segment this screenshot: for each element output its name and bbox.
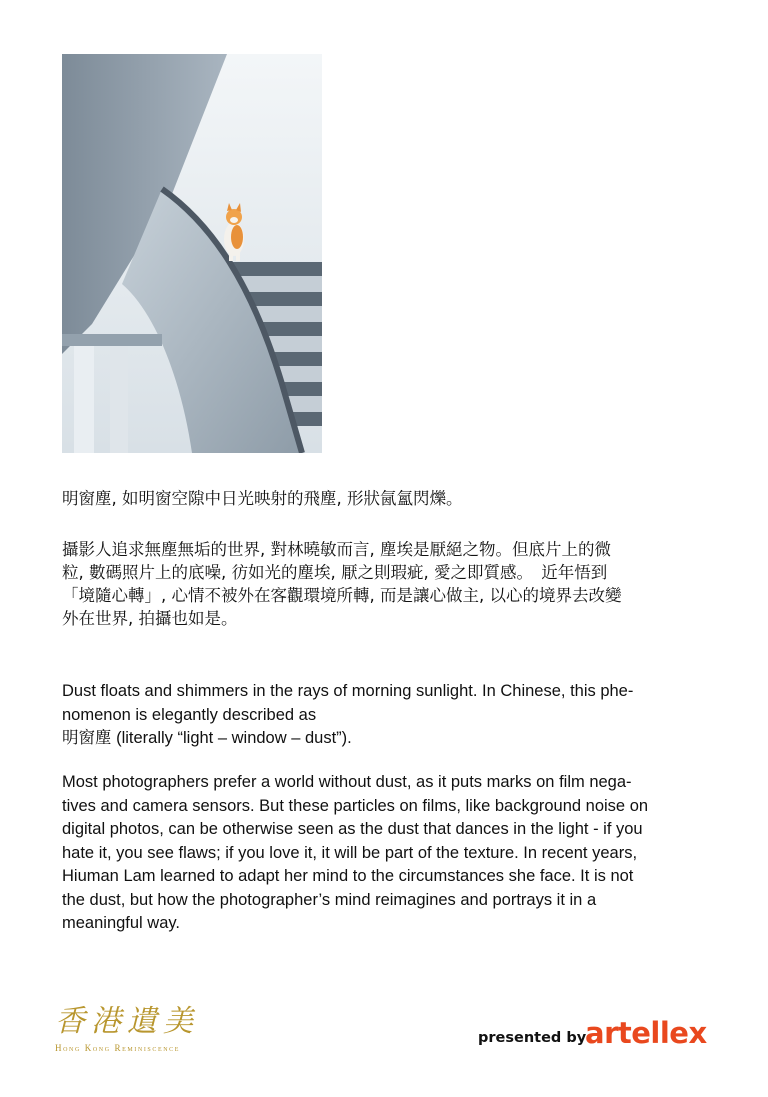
en-body-line: meaningful way.: [62, 914, 181, 932]
logo-english-text: Hong Kong Reminiscence: [55, 1043, 181, 1053]
zh-body-line: 攝影人追求無塵無垢的世界, 對林曉敏而言, 塵埃是厭絕之物。但底片上的微: [62, 540, 611, 559]
logo-chinese-text: 香港遺美: [55, 1004, 199, 1039]
presented-by-label: presented by: [478, 1030, 587, 1046]
hong-kong-reminiscence-logo: [55, 1005, 215, 1061]
en-body-line: Hiuman Lam learned to adapt her mind to the circumstances she face. It is not: [62, 867, 634, 885]
en-intro-paragraph: [62, 680, 692, 751]
zh-body-line: 「境隨心轉」, 心情不被外在客觀環境所轉, 而是讓心做主, 以心的境界去改變: [62, 586, 622, 605]
zh-title-line: 明窗塵, 如明窗空隙中日光映射的飛塵, 形狀氤氳閃爍。: [62, 489, 463, 508]
en-intro-line: 明窗塵 (literally “light – window – dust”).: [62, 729, 352, 747]
zh-body-paragraph: [62, 538, 702, 630]
en-body-paragraph: [62, 771, 692, 936]
en-body-line: digital photos, can be otherwise seen as the dust that dances in the light - if you: [62, 820, 643, 838]
en-intro-line: Dust floats and shimmers in the rays of morning sunlight. In Chinese, this phe-: [62, 682, 634, 700]
en-intro-line: nomenon is elegantly described as: [62, 705, 317, 724]
zh-title-paragraph: [62, 487, 702, 510]
cat-on-stairs-photo: [62, 54, 322, 453]
zh-body-line: 外在世界, 拍攝也如是。: [62, 609, 238, 628]
en-body-line: hate it, you see flaws; if you love it, it will be part of the texture. In recent years,: [62, 843, 638, 862]
zh-body-line: 粒, 數碼照片上的底噪, 彷如光的塵埃, 厭之則瑕疵, 愛之即質感。 近年悟到: [62, 563, 608, 582]
en-body-line: tives and camera sensors. But these particles on films, like background noise on: [62, 796, 649, 815]
en-body-line: the dust, but how the photographer’s mind reimagines and portrays it in a: [62, 890, 597, 909]
artellex-logo: artellex: [585, 1016, 707, 1050]
en-body-line: Most photographers prefer a world without dust, as it puts marks on film nega-: [62, 773, 632, 791]
